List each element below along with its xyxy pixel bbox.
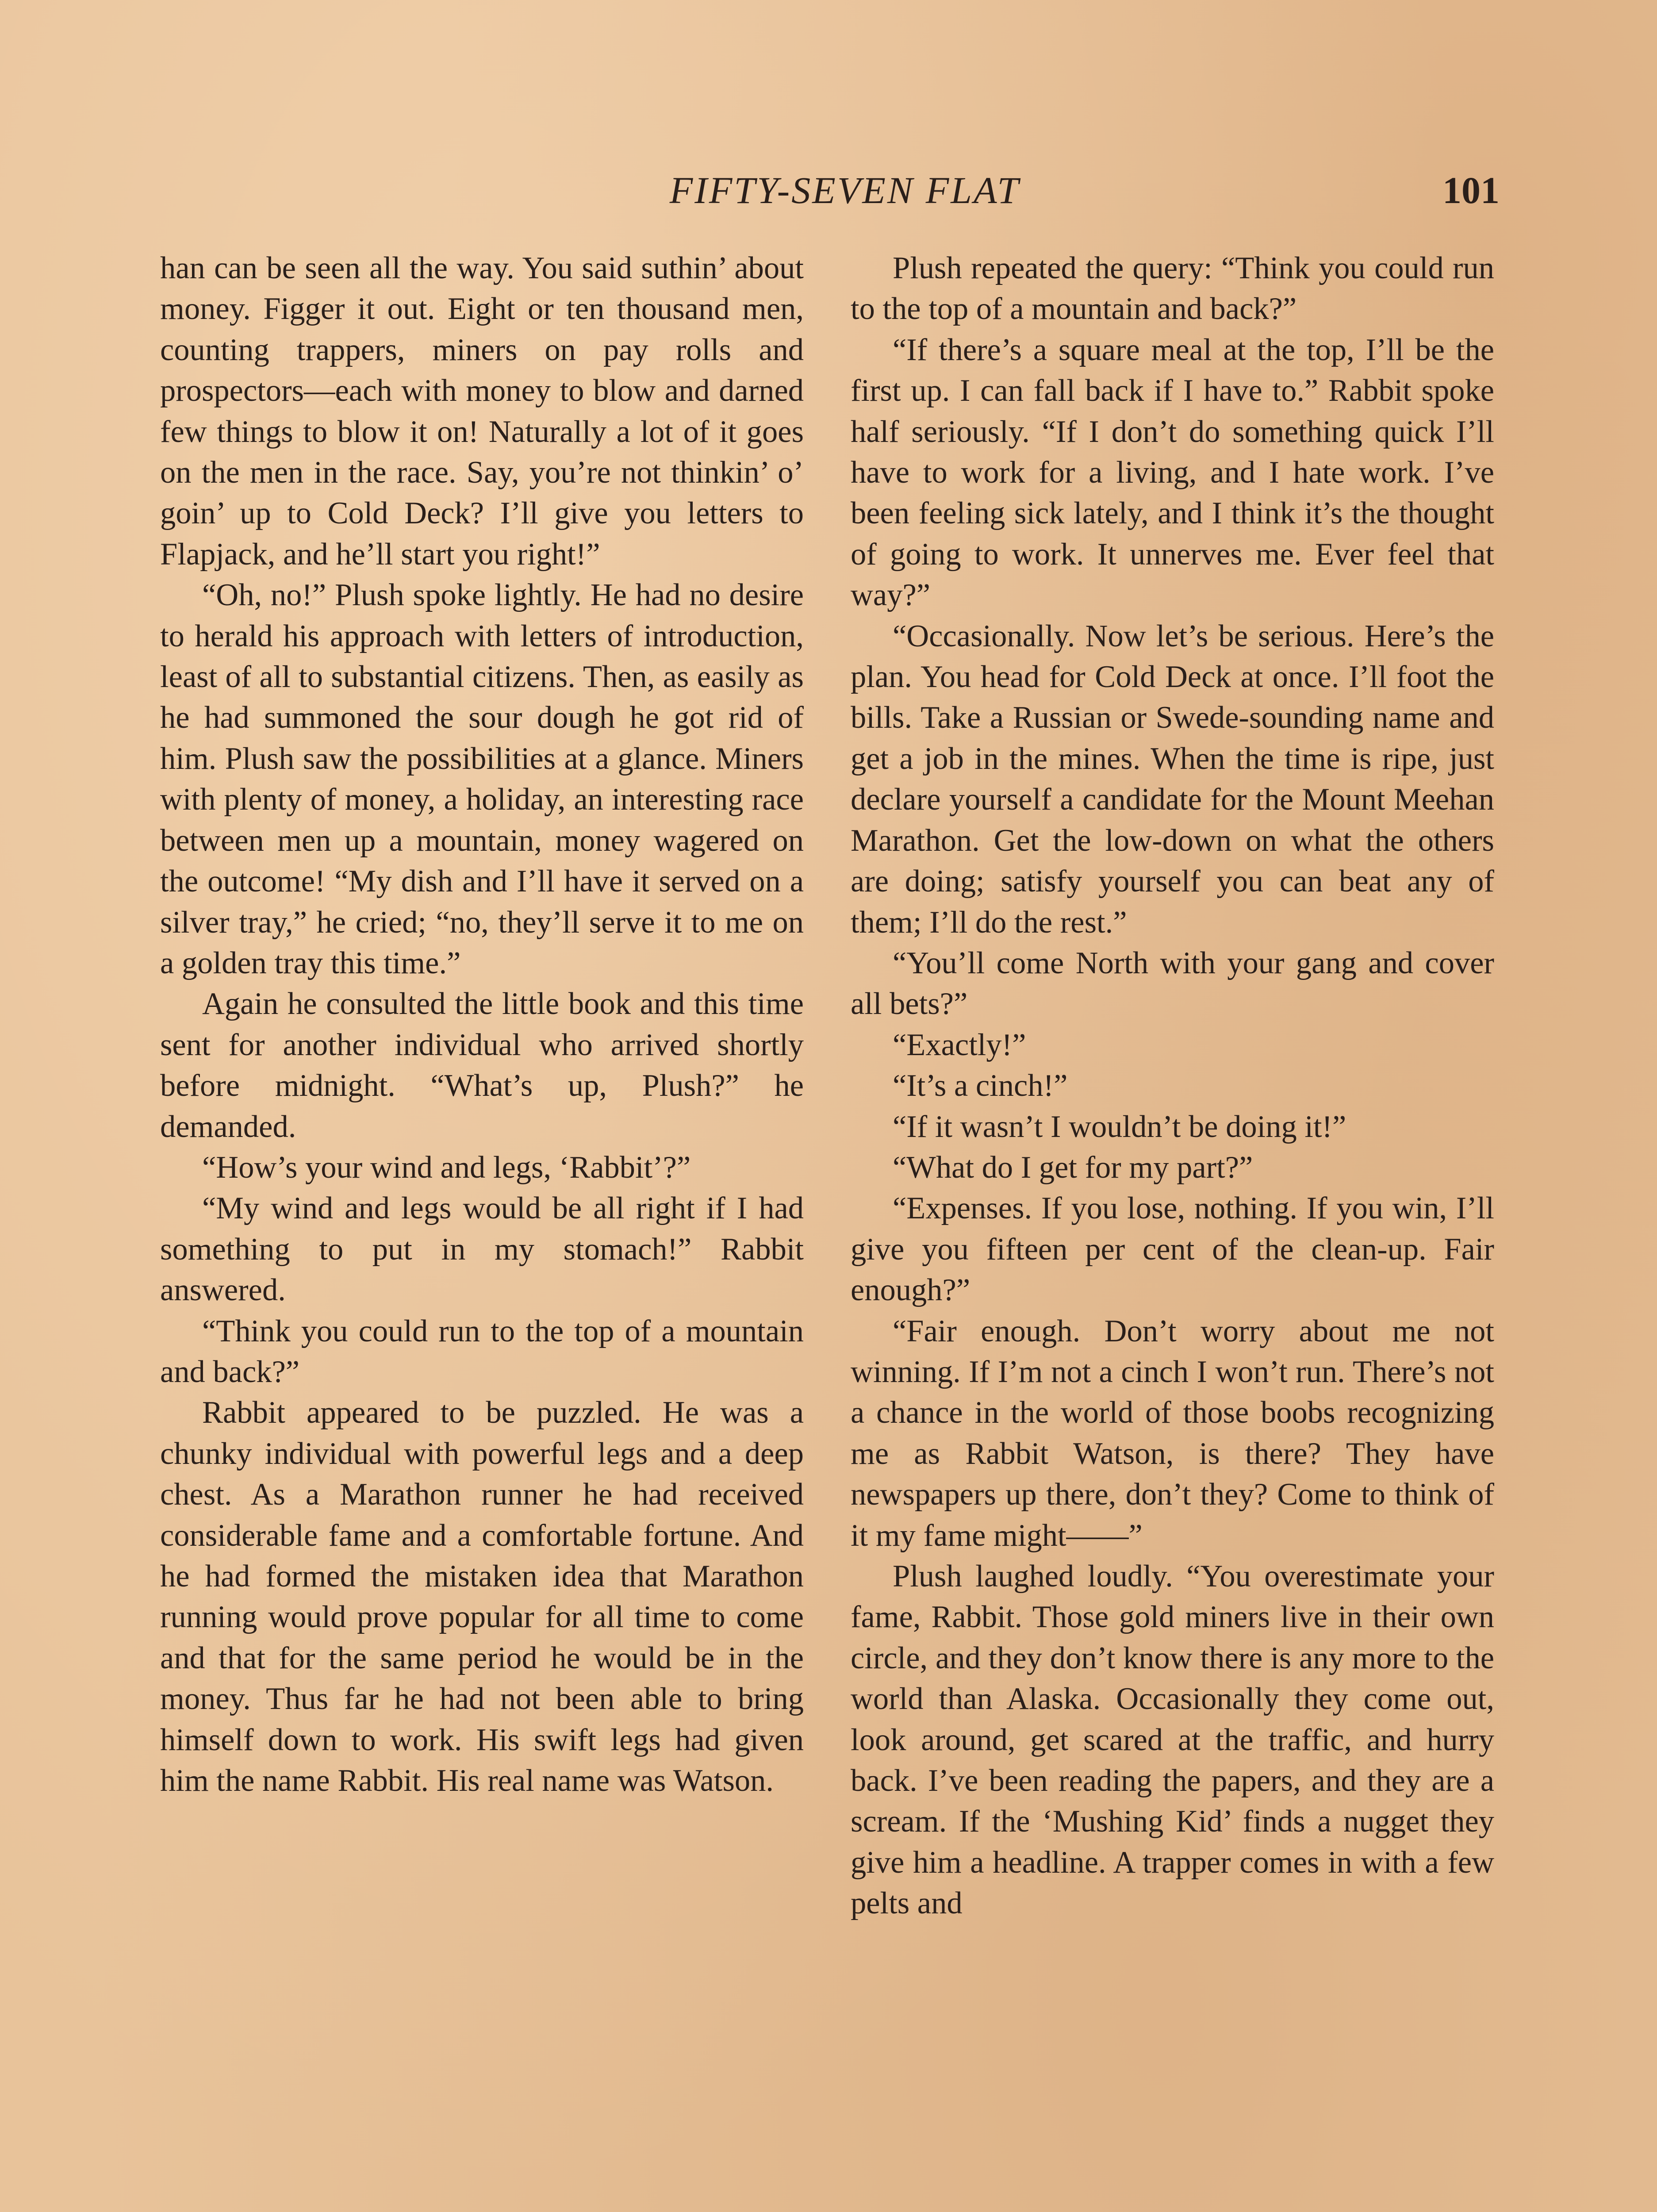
page-header (159, 164, 1500, 217)
paragraph: Rabbit appeared to be puzzled. He was a chunky individual with powerful legs and a deep chest. As a Marathon runner he had received considerable fame and a comfortable fortune. And he had formed the mistaken idea that Marathon running would prove popular for all time to come and that for the same period he would be in the money. Thus far he had not been able to bring himself down to work. His swift legs had given him the name Rabbit. His real name was Watson. (160, 1395, 804, 1798)
paragraph: “Fair enough. Don’t worry about me not winning. If I’m not a cinch I won’t run. There’s not a chance in the world of those boobs recognizing me as Rabbit Watson, is there? They have newspapers up there, don’t they? Come to think of it my fame might——” (851, 1313, 1494, 1553)
paragraph: Again he consulted the little book and this time sent for another individual who arrived shortly before midnight. “What’s up, Plush?” he demanded. (160, 987, 804, 1144)
left-column (160, 248, 804, 1801)
paragraph: “My wind and legs would be all right if I had something to put in my stomach!” Rabbit answered. (160, 1191, 804, 1308)
paragraph: “Occasionally. Now let’s be serious. Here’s the plan. You head for Cold Deck at once. I’ll foot the bills. Take a Russian or Swede-sounding name and get a job in the mines. When the time is ripe, just declare yourself a candidate for the Mount Meehan Marathon. Get the low-down on what the others are doing; satisfy yourself you can beat any of them; I’ll do the rest.” (851, 618, 1494, 940)
paragraph: “Think you could run to the top of a mountain and back?” (160, 1313, 804, 1389)
paragraph: Plush repeated the query: “Think you could run to the top of a mountain and back?” (851, 251, 1494, 326)
paragraph: “How’s your wind and legs, ‘Rabbit’?” (202, 1150, 691, 1185)
paragraph: “Oh, no!” Plush spoke lightly. He had no desire to herald his approach with letters of introduction, least of all to substantial citizens. Then, as easily as he had summoned the sour dough he got rid of him. Plush saw the possibilities at a glance. Miners with plenty of money, a holiday, an interesting race between men up a mountain, money wagered on the outcome! “My dish and I’ll have it served on a silver tray,” he cried; “no, they’ll serve it to me on a golden tray this time.” (160, 578, 804, 980)
paragraph: “If it wasn’t I wouldn’t be doing it!” (893, 1109, 1346, 1144)
paragraph: “It’s a cinch!” (893, 1068, 1068, 1103)
paragraph: “If there’s a square meal at the top, I’ll be the first up. I can fall back if I have to.” Rabbit spoke half seriously. “If I don’t do something quick I’ll have to work for a living, and I hate work. I’ve been feeling sick lately, and I think it’s the thought of going to work. It unnerves me. Ever feel that way?” (851, 332, 1494, 613)
right-column (851, 248, 1494, 1924)
running-title: FIFTY-SEVEN FLAT (669, 169, 1020, 211)
paragraph: “Expenses. If you lose, nothing. If you win, I’ll give you fifteen per cent of the clean-up. Fair enough?” (851, 1191, 1494, 1308)
paragraph: “You’ll come North with your gang and cover all bets?” (851, 945, 1494, 1022)
page-number: 101 (1442, 169, 1500, 211)
paragraph: Plush laughed loudly. “You overestimate your fame, Rabbit. Those gold miners live in their own circle, and they don’t know there is any more to the world than Alaska. Occasionally they come out, look around, get scared at the traffic, and hurry back. I’ve been reading the papers, and they are a scream. If the ‘Mushing Kid’ finds a nugget they give him a headline. A trapper comes in with a few pelts and (851, 1559, 1494, 1921)
paragraph: “Exactly!” (893, 1027, 1026, 1062)
paragraph: han can be seen all the way. You said suthin’ about money. Figger it out. Eight or ten thousand men, counting trappers, miners on pay rolls and prospectors—each with money to blow and darned few things to blow it on! Naturally a lot of it goes on the men in the race. Say, you’re not thinkin’ o’ goin’ up to Cold Deck? I’ll give you letters to Flapjack, and he’ll start you right!” (160, 251, 804, 572)
paragraph: “What do I get for my part?” (893, 1150, 1253, 1185)
